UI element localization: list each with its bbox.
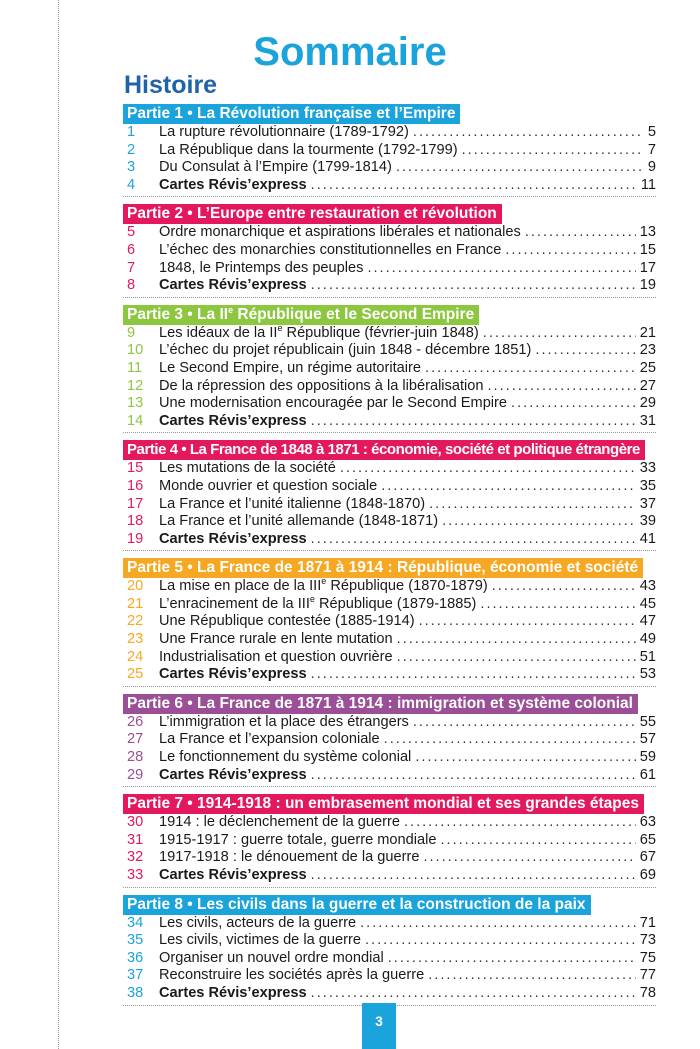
- chapter-title: Une modernisation encouragée par le Second Empire: [159, 395, 508, 412]
- chapter-title: Reconstruire les sociétés après la guerre: [159, 967, 425, 984]
- dot-leader: [311, 177, 637, 195]
- chapter-number: 38: [127, 984, 144, 1001]
- page-ref: 71: [639, 914, 656, 931]
- toc-entry[interactable]: [123, 649, 656, 667]
- page-ref: 51: [639, 648, 656, 665]
- chapter-title: De la répression des oppositions à la libéralisation: [159, 377, 484, 394]
- toc-entry[interactable]: [123, 260, 656, 278]
- part-section: [123, 204, 656, 297]
- chapter-title: Ordre monarchique et aspirations libérales et nationales: [159, 224, 521, 241]
- chapter-title: La rupture révolutionnaire (1789-1792): [159, 124, 409, 140]
- page-ref: 49: [639, 631, 656, 648]
- chapter-number: 4: [127, 176, 136, 193]
- page-ref: 53: [639, 666, 656, 683]
- page-ref: 35: [639, 477, 656, 494]
- toc-entry[interactable]: [123, 478, 656, 496]
- chapter-title-superscript: e: [309, 594, 315, 605]
- chapter-title: La France et l’unité allemande (1848-1871): [159, 513, 439, 530]
- dot-leader: [404, 814, 636, 832]
- page-ref: 78: [639, 984, 656, 1001]
- chapter-number: 5: [127, 224, 136, 241]
- page-ref: 19: [639, 277, 656, 294]
- toc-entry[interactable]: [123, 967, 656, 985]
- chapter-title: La République dans la tourmente (1792-1799): [159, 141, 458, 158]
- chapter-title: La France et l’expansion coloniale: [159, 731, 380, 748]
- page-ref: 21: [639, 324, 656, 341]
- chapter-number: 2: [127, 141, 136, 158]
- chapter-title-superscript: e: [321, 576, 327, 587]
- dot-leader: [488, 378, 636, 396]
- page-ref: 67: [639, 849, 656, 866]
- page-ref: 9: [647, 159, 656, 176]
- page-ref: 55: [639, 713, 656, 730]
- dot-leader: [462, 142, 644, 160]
- page-ref: 7: [647, 141, 656, 158]
- chapter-title: 1848, le Printemps des peuples: [159, 259, 364, 276]
- page-number: 3: [362, 1003, 396, 1049]
- chapter-title: L’échec du projet républicain (juin 1848 - décembre 1851): [159, 342, 532, 359]
- part-heading: Partie 1 • La Révolution française et l’Empire: [123, 104, 460, 124]
- chapter-title: Du Consulat à l’Empire (1799-1814): [159, 159, 392, 176]
- part-section: [123, 794, 656, 887]
- chapter-number: 27: [127, 731, 144, 748]
- chapter-number: 3: [127, 159, 136, 176]
- chapter-number: 26: [127, 713, 144, 730]
- dot-leader: [360, 915, 636, 933]
- dot-leader: [423, 849, 635, 867]
- part-heading-text: Partie 3 • La II: [127, 305, 229, 323]
- chapter-number: 36: [127, 949, 144, 966]
- page-ref: 69: [639, 867, 656, 883]
- chapter-title: Cartes Révis’express: [159, 867, 307, 883]
- chapter-number: 34: [127, 914, 144, 931]
- toc-entry[interactable]: [123, 714, 656, 732]
- dot-leader: [419, 613, 636, 631]
- toc-entry[interactable]: [123, 322, 656, 343]
- dot-leader: [442, 513, 636, 531]
- chapter-title: Cartes Révis’express: [159, 530, 307, 547]
- toc-entry[interactable]: [123, 950, 656, 968]
- dot-leader: [480, 596, 635, 614]
- page-ref: 59: [639, 749, 656, 766]
- page-ref: 57: [639, 731, 656, 748]
- page-ref: 47: [639, 613, 656, 630]
- chapter-number: 1: [127, 124, 136, 140]
- page-ref: 11: [640, 176, 656, 193]
- dot-leader: [413, 124, 644, 142]
- dot-leader: [367, 260, 635, 278]
- chapter-number: 15: [127, 460, 144, 477]
- part-heading: [123, 305, 479, 325]
- toc-entry[interactable]: [123, 932, 656, 950]
- toc-entry[interactable]: [123, 814, 656, 832]
- dot-leader: [525, 224, 636, 242]
- part-heading-superscript: e: [228, 304, 234, 315]
- toc-entry[interactable]: [123, 159, 656, 177]
- chapter-number: 10: [127, 342, 144, 359]
- chapter-number: 17: [127, 495, 144, 512]
- toc-entry[interactable]: [123, 395, 656, 413]
- dot-leader: [415, 749, 635, 767]
- toc-entry[interactable]: [123, 731, 656, 749]
- table-of-contents: [123, 104, 656, 1013]
- page-ref: 39: [639, 513, 656, 530]
- chapter-title: [159, 322, 479, 343]
- chapter-number: 21: [127, 595, 144, 612]
- toc-entry[interactable]: [123, 631, 656, 649]
- dot-leader: [396, 159, 644, 177]
- toc-entry[interactable]: [123, 749, 656, 767]
- toc-entry[interactable]: [123, 832, 656, 850]
- page-ref: 45: [639, 595, 656, 612]
- page-ref: 5: [647, 124, 656, 140]
- dot-leader: [311, 531, 636, 549]
- page-ref: 15: [639, 241, 656, 258]
- dot-leader: [388, 950, 636, 968]
- toc-entry[interactable]: [123, 342, 656, 360]
- part-section: [123, 305, 656, 434]
- dot-leader: [365, 932, 636, 950]
- part-heading-text: République et le Second Empire: [233, 305, 475, 323]
- chapter-title-text: La mise en place de la III: [159, 578, 322, 595]
- chapter-title: Les civils, victimes de la guerre: [159, 932, 361, 949]
- toc-entry[interactable]: [123, 360, 656, 378]
- page-ref: 29: [639, 395, 656, 412]
- chapter-title: Le fonctionnement du système colonial: [159, 749, 412, 766]
- chapter-title-text: Les idéaux de la II: [159, 324, 278, 341]
- subject-heading: Histoire: [124, 71, 218, 99]
- chapter-title: Les mutations de la société: [159, 460, 336, 477]
- chapter-number: 25: [127, 666, 144, 683]
- part-section: [123, 558, 656, 687]
- dot-leader: [440, 832, 635, 850]
- page-ref: 37: [639, 495, 656, 512]
- dot-leader: [384, 731, 636, 749]
- toc-entry[interactable]: [123, 767, 656, 785]
- dot-leader: [397, 631, 636, 649]
- chapter-title: [159, 578, 488, 596]
- toc-entry[interactable]: [123, 578, 656, 596]
- toc-entry[interactable]: [123, 277, 656, 295]
- chapter-number: 16: [127, 477, 144, 494]
- toc-entry[interactable]: [123, 177, 656, 195]
- chapter-title: Organiser un nouvel ordre mondial: [159, 949, 384, 966]
- page-ref: 27: [639, 377, 656, 394]
- chapter-title-superscript: e: [277, 322, 283, 333]
- dot-leader: [381, 478, 636, 496]
- chapter-number: 9: [127, 324, 136, 341]
- dot-leader: [311, 985, 636, 1003]
- chapter-number: 18: [127, 513, 144, 530]
- toc-entry[interactable]: [123, 513, 656, 531]
- page-title: Sommaire: [253, 30, 447, 74]
- chapter-number: 37: [127, 967, 144, 984]
- chapter-number: 24: [127, 648, 144, 665]
- chapter-title: Cartes Révis’express: [159, 766, 307, 783]
- margin-guide-line: [58, 0, 59, 1049]
- toc-entry[interactable]: [123, 142, 656, 160]
- chapter-title: Les civils, acteurs de la guerre: [159, 914, 357, 931]
- page-ref: 23: [639, 342, 656, 359]
- chapter-title: 1917-1918 : le dénouement de la guerre: [159, 849, 420, 866]
- page-ref: 25: [639, 359, 656, 376]
- chapter-number: 13: [127, 395, 144, 412]
- chapter-number: 12: [127, 377, 144, 394]
- chapter-number: 6: [127, 241, 136, 258]
- toc-entry[interactable]: [123, 849, 656, 867]
- part-heading: Partie 7 • 1914-1918 : un embrasement mondial et ses grandes étapes: [123, 794, 644, 814]
- chapter-title-text: L’enracinement de la III: [159, 595, 310, 612]
- dot-leader: [505, 242, 635, 260]
- toc-entry[interactable]: [123, 378, 656, 396]
- chapter-title: Une République contestée (1885-1914): [159, 613, 415, 630]
- dot-leader: [311, 413, 636, 431]
- chapter-title-text: République (février-juin 1848): [282, 324, 479, 341]
- dot-leader: [311, 867, 636, 885]
- page-ref: 31: [639, 412, 656, 429]
- toc-entry[interactable]: [123, 915, 656, 933]
- chapter-number: 20: [127, 578, 144, 595]
- page-ref: 33: [639, 460, 656, 477]
- chapter-number: 14: [127, 412, 144, 429]
- chapter-number: 29: [127, 766, 144, 783]
- dot-leader: [425, 360, 636, 378]
- toc-entry[interactable]: [123, 496, 656, 514]
- chapter-title: 1915-1917 : guerre totale, guerre mondiale: [159, 831, 437, 848]
- part-heading: Partie 4 • La France de 1848 à 1871 : économie, société et politique étrangère: [123, 440, 645, 460]
- chapter-title: La France et l’unité italienne (1848-1870): [159, 495, 426, 512]
- chapter-title: Cartes Révis’express: [159, 666, 307, 683]
- chapter-title: Industrialisation et question ouvrière: [159, 648, 393, 665]
- chapter-title-text: République (1870-1879): [326, 578, 488, 595]
- toc-entry[interactable]: [123, 531, 656, 549]
- chapter-number: 28: [127, 749, 144, 766]
- dot-leader: [311, 767, 636, 785]
- chapter-title: [159, 596, 476, 614]
- page-ref: 41: [639, 530, 656, 547]
- chapter-number: 32: [127, 849, 144, 866]
- toc-entry[interactable]: [123, 460, 656, 478]
- page-ref: 17: [639, 259, 656, 276]
- chapter-number: 11: [127, 359, 143, 376]
- chapter-number: 23: [127, 631, 144, 648]
- part-heading: Partie 6 • La France de 1871 à 1914 : immigration et système colonial: [123, 694, 638, 714]
- chapter-title-text: République (1879-1885): [314, 595, 477, 612]
- chapter-title: Cartes Révis’express: [159, 277, 307, 294]
- page-ref: 63: [639, 814, 656, 831]
- toc-entry[interactable]: [123, 985, 656, 1003]
- part-heading: Partie 2 • L’Europe entre restauration et révolution: [123, 204, 502, 224]
- page-ref: 65: [639, 831, 656, 848]
- dot-leader: [311, 277, 636, 295]
- toc-entry[interactable]: [123, 613, 656, 631]
- dot-leader: [483, 325, 636, 343]
- dot-leader: [413, 714, 636, 732]
- chapter-title: L’échec des monarchies constitutionnelles en France: [159, 241, 502, 258]
- dot-leader: [397, 649, 636, 667]
- chapter-title: Le Second Empire, un régime autoritaire: [159, 359, 422, 376]
- part-heading: Partie 5 • La France de 1871 à 1914 : République, économie et société: [123, 558, 643, 578]
- chapter-number: 19: [127, 530, 144, 547]
- chapter-number: 22: [127, 613, 144, 630]
- page-ref: 61: [639, 766, 656, 783]
- dot-leader: [535, 342, 635, 360]
- chapter-number: 31: [127, 831, 144, 848]
- chapter-title: Cartes Révis’express: [159, 984, 307, 1001]
- dot-leader: [340, 460, 636, 478]
- toc-entry[interactable]: [123, 596, 656, 614]
- chapter-number: 30: [127, 814, 144, 831]
- page-ref: 77: [639, 967, 656, 984]
- chapter-title: 1914 : le déclenchement de la guerre: [159, 814, 400, 831]
- dot-leader: [511, 395, 636, 413]
- chapter-number: 35: [127, 932, 144, 949]
- dot-leader: [428, 967, 636, 985]
- toc-entry[interactable]: [123, 666, 656, 684]
- toc-entry[interactable]: [123, 413, 656, 431]
- chapter-title: Cartes Révis’express: [159, 412, 307, 429]
- part-section: [123, 895, 656, 1006]
- chapter-number: 33: [127, 867, 144, 883]
- chapter-title: L’immigration et la place des étrangers: [159, 713, 409, 730]
- part-section: [123, 694, 656, 787]
- page-ref: 43: [639, 578, 656, 595]
- dot-leader: [429, 496, 636, 514]
- toc-entry[interactable]: [123, 867, 656, 885]
- part-section: [123, 104, 656, 197]
- page-ref: 73: [639, 932, 656, 949]
- chapter-number: 7: [127, 259, 136, 276]
- dot-leader: [492, 578, 636, 596]
- part-heading: Partie 8 • Les civils dans la guerre et la construction de la paix: [123, 895, 591, 915]
- toc-entry[interactable]: [123, 224, 656, 242]
- chapter-number: 8: [127, 277, 136, 294]
- chapter-title: Cartes Révis’express: [159, 176, 307, 193]
- toc-entry[interactable]: [123, 242, 656, 260]
- toc-entry[interactable]: [123, 124, 656, 142]
- page-ref: 75: [639, 949, 656, 966]
- chapter-title: Monde ouvrier et question sociale: [159, 477, 378, 494]
- page-ref: 13: [639, 224, 656, 241]
- chapter-title: Une France rurale en lente mutation: [159, 631, 393, 648]
- dot-leader: [311, 666, 636, 684]
- part-section: [123, 440, 656, 551]
